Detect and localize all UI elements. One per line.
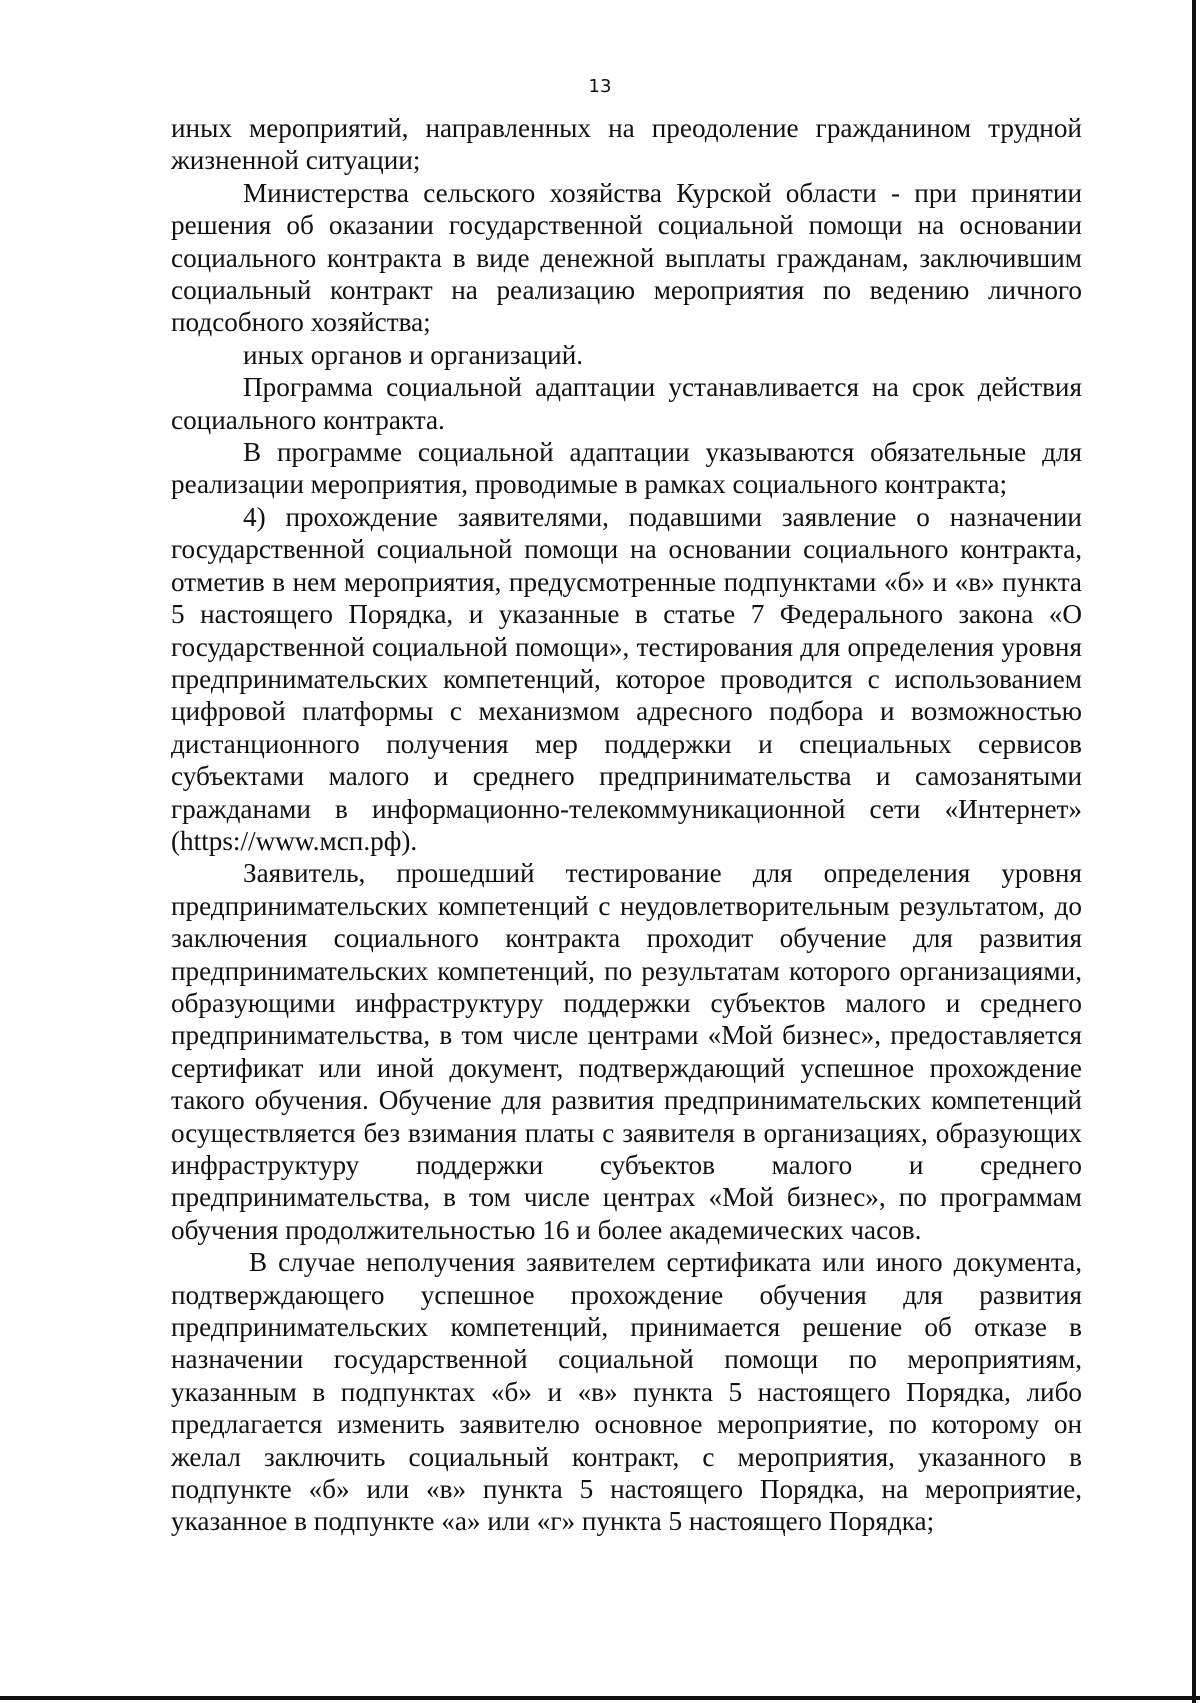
- paragraph-4: Программа социальной адаптации устанавливается на срок действия социального контракта.: [171, 372, 1082, 435]
- body-text: [171, 112, 1082, 1538]
- scan-edge-right: [1192, 0, 1196, 1703]
- page-number: 13: [588, 76, 612, 97]
- paragraph-5: В программе социальной адаптации указываются обязательные для реализации мероприятия, проводимые в рамках социального контракта;: [171, 437, 1082, 500]
- scan-edge-bottom: [0, 1696, 1200, 1700]
- paragraph-2: Министерства сельского хозяйства Курской области - при принятии решения об оказании государственной социальной помощи на основании социального контракта в виде денежной выплаты гражданам, заключившим социальный контракт на реализацию мероприятия по ведению личного подсобного хозяйства;: [171, 177, 1082, 338]
- paragraph-6: 4) прохождение заявителями, подавшими заявление о назначении государственной социальной помощи на основании социального контракта, отметив в нем мероприятия, предусмотренные подпунктами «б» и «в» пункта 5 настоящего Порядка, и указанные в статье 7 Федерального закона «О государственной социальной помощи», тестирования для определения уровня предпринимательских компетенций, которое проводится с использованием цифровой платформы с механизмом адресного подбора и возможностью дистанционного получения мер поддержки и специальных сервисов субъектами малого и среднего предпринимательства и самозанятыми гражданами в информационно-телекоммуникационной сети «Интернет» (https://www.мсп.рф).: [171, 501, 1082, 856]
- paragraph-3: иных органов и организаций.: [243, 339, 584, 370]
- paragraph-8: В случае неполучения заявителем сертификата или иного документа, подтверждающего успешное прохождение обучения для развития предпринимательских компетенций, принимается решение об отказе в назначении государственной социальной помощи по мероприятиям, указанным в подпунктах «б» и «в» пункта 5 настоящего Порядка, либо предлагается изменить заявителю основное мероприятие, по которому он желал заключить социальный контракт, с мероприятия, указанного в подпункте «б» или «в» пункта 5 настоящего Порядка, на мероприятие, указанное в подпункте «а» или «г» пункта 5 настоящего Порядка;: [171, 1247, 1082, 1537]
- paragraph-1: иных мероприятий, направленных на преодоление гражданином трудной жизненной ситуации;: [171, 113, 1082, 176]
- paragraph-7: Заявитель, прошедший тестирование для определения уровня предпринимательских компетенций с неудовлетворительным результатом, до заключения социального контракта проходит обучение для развития предпринимательских компетенций, по результатам которого организациями, образующими инфраструктуру поддержки субъектов малого и среднего предпринимательства, в том числе центрами «Мой бизнес», предоставляется сертификат или иной документ, подтверждающий успешное прохождение такого обучения. Обучение для развития предпринимательских компетенций осуществляется без взимания платы с заявителя в организациях, образующих инфраструктуру поддержки субъектов малого и среднего предпринимательства, в том числе центрах «Мой бизнес», по программам обучения продолжительностью 16 и более академических часов.: [171, 858, 1082, 1245]
